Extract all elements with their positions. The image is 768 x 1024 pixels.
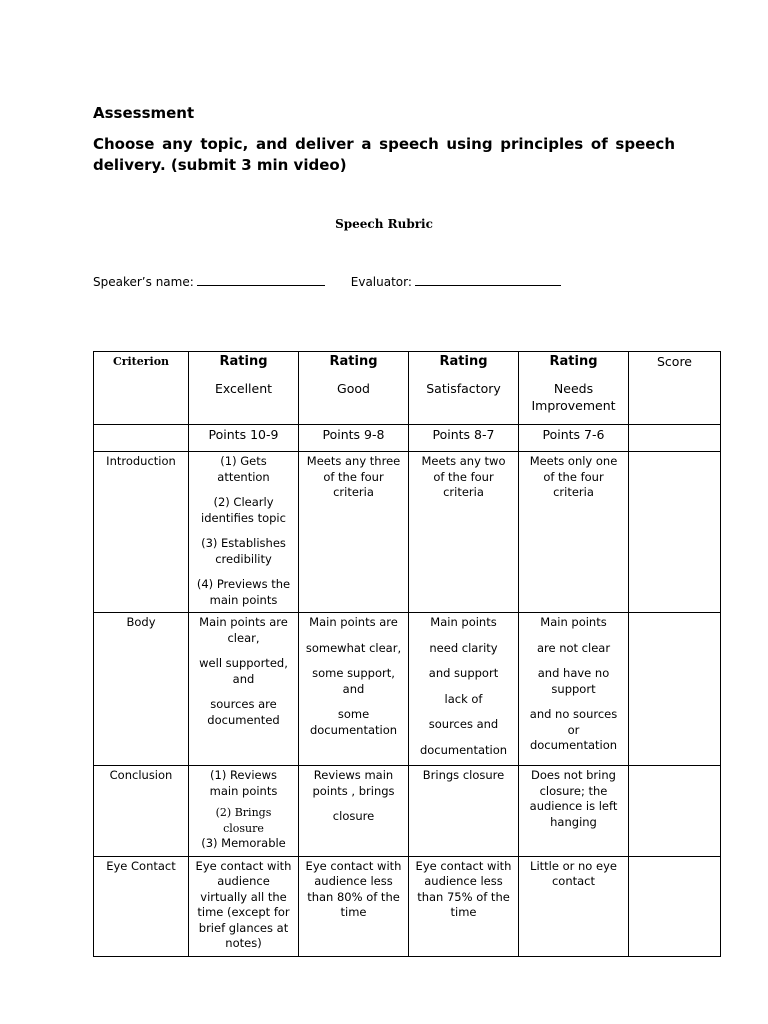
conclusion-score	[629, 766, 721, 857]
points-score-cell	[629, 425, 721, 452]
introduction-score	[629, 452, 721, 613]
introduction-satisfactory	[409, 452, 519, 613]
rating-satisfactory-header	[409, 352, 519, 425]
points-needs-improvement: Points 7-6	[519, 425, 629, 452]
cell-line: sources and	[428, 717, 499, 731]
cell-line: (2) Clearly identifies topic	[201, 495, 286, 525]
level-label: Needs Improvement	[531, 380, 616, 413]
rating-needs-improvement-header	[519, 352, 629, 425]
cell-line: somewhat clear,	[305, 640, 402, 655]
cell-line: Main points are clear,	[199, 615, 288, 645]
evaluator-blank	[415, 271, 561, 286]
cell-line: well supported, and	[199, 656, 288, 686]
cell-line: lack of	[444, 691, 483, 706]
rating-good-header	[299, 352, 409, 425]
level-label: Excellent	[214, 380, 273, 396]
introduction-excellent	[189, 452, 299, 613]
rating-label: Rating	[329, 354, 378, 369]
conclusion-needs-improvement	[519, 766, 629, 857]
criterion-body: Body	[94, 613, 189, 766]
cell-line: (1) Gets attention	[217, 454, 270, 484]
cell-line: are not clear	[536, 640, 611, 655]
cell-line: (1) Reviews main points	[209, 768, 278, 798]
points-criterion-cell	[94, 425, 189, 452]
cell-line: Meets any two of the four criteria	[421, 454, 506, 499]
cell-line: need clarity	[429, 640, 498, 655]
body-good	[299, 613, 409, 766]
conclusion-row	[94, 766, 721, 857]
assignment-instructions: Choose any topic, and deliver a speech using principles of speech delivery. (submit 3 min video)	[93, 135, 675, 174]
level-label: Good	[337, 380, 370, 396]
points-satisfactory: Points 8-7	[409, 425, 519, 452]
points-excellent: Points 10-9	[189, 425, 299, 452]
cell-line: some documentation	[309, 707, 398, 737]
cell-line: Eye contact with audience less than 80% of the time	[305, 858, 402, 919]
cell-line: Meets only one of the four criteria	[529, 454, 618, 499]
cell-line: sources are documented	[207, 697, 280, 727]
cell-line: Brings closure	[422, 768, 505, 782]
conclusion-satisfactory	[409, 766, 519, 857]
eye-contact-good	[299, 856, 409, 956]
cell-line: and have no support	[537, 666, 610, 696]
eye-contact-needs-improvement	[519, 856, 629, 956]
introduction-row	[94, 452, 721, 613]
introduction-good	[299, 452, 409, 613]
points-good: Points 9-8	[299, 425, 409, 452]
cell-line: Main points are	[309, 615, 398, 629]
cell-line: (3) Establishes credibility	[201, 536, 286, 566]
evaluator-label: Evaluator:	[350, 275, 412, 289]
introduction-needs-improvement	[519, 452, 629, 613]
cell-line: Reviews main points , brings	[312, 768, 395, 798]
cell-line: (4) Previews the main points	[196, 577, 291, 607]
cell-line: some support, and	[312, 666, 395, 696]
cell-line: (3) Memorable	[201, 836, 286, 850]
rubric-title: Speech Rubric	[335, 217, 433, 231]
criterion-introduction: Introduction	[94, 452, 189, 613]
criterion-header: Criterion	[94, 352, 189, 425]
cell-line: closure	[332, 809, 375, 823]
eye-contact-satisfactory	[409, 856, 519, 956]
body-needs-improvement	[519, 613, 629, 766]
body-score	[629, 613, 721, 766]
body-excellent	[189, 613, 299, 766]
rating-label: Rating	[439, 354, 488, 369]
cell-line: Eye contact with audience less than 75% of the time	[415, 858, 512, 919]
cell-line: Eye contact with audience virtually all the time (except for brief glances at notes)	[195, 858, 292, 950]
speaker-name-label: Speaker’s name:	[93, 275, 194, 289]
header-row	[94, 352, 721, 425]
conclusion-good	[299, 766, 409, 857]
cell-line: and no sources or documentation	[529, 707, 618, 752]
criterion-conclusion: Conclusion	[94, 766, 189, 857]
conclusion-excellent	[189, 766, 299, 857]
eye-contact-score	[629, 856, 721, 956]
assessment-heading: Assessment	[93, 104, 195, 122]
cell-line: and support	[428, 666, 499, 680]
cell-line: Main points	[540, 615, 607, 629]
cell-line: documentation	[419, 742, 508, 757]
rating-label: Rating	[219, 354, 268, 369]
eye-contact-row	[94, 856, 721, 956]
eye-contact-excellent	[189, 856, 299, 956]
level-label: Satisfactory	[426, 380, 501, 396]
body-satisfactory	[409, 613, 519, 766]
score-header: Score	[629, 352, 721, 425]
cell-line: Main points	[430, 615, 497, 629]
cell-line: Does not bring closure; the audience is left hanging	[529, 768, 618, 829]
cell-line: Meets any three of the four criteria	[306, 454, 401, 499]
cell-line: (2) Brings closure	[215, 806, 272, 835]
rating-excellent-header	[189, 352, 299, 425]
body-row	[94, 613, 721, 766]
points-row	[94, 425, 721, 452]
criterion-eye-contact: Eye Contact	[94, 856, 189, 956]
cell-line: Little or no eye contact	[530, 858, 617, 888]
speech-rubric-table	[93, 351, 721, 957]
speaker-name-blank	[197, 271, 325, 286]
name-line	[93, 271, 561, 289]
rating-label: Rating	[549, 354, 598, 369]
